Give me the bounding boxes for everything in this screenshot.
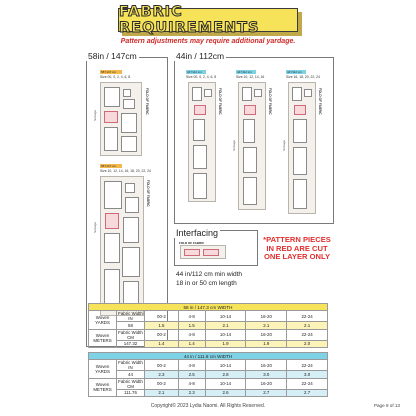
pattern-piece-red xyxy=(244,105,256,115)
pattern-piece xyxy=(304,89,312,97)
interfacing-width: 44 in/112 cm min width xyxy=(176,271,242,278)
pattern-piece xyxy=(254,89,262,97)
size-header: 22-24 xyxy=(287,360,328,371)
pattern-piece xyxy=(125,183,135,193)
width-label: Fabric Width IN xyxy=(118,311,143,322)
size-header: 4-8 xyxy=(178,360,205,371)
width-value: 111.76 xyxy=(117,389,145,396)
pattern-piece xyxy=(121,113,137,133)
pattern-piece xyxy=(104,233,120,263)
title-banner xyxy=(118,4,300,36)
pattern-piece-red xyxy=(203,249,219,256)
title-box xyxy=(118,4,298,36)
fabric-layout xyxy=(188,82,216,202)
pattern-piece xyxy=(193,173,207,199)
pattern-piece xyxy=(292,87,302,101)
size-header: 4-8 xyxy=(178,311,205,322)
size-header: 10-14 xyxy=(205,360,246,371)
pattern-piece xyxy=(123,217,139,243)
pattern-piece xyxy=(293,179,307,209)
size-list: Size 00, 0, 2, 4, 6, 8 xyxy=(100,75,131,79)
size-header: 10-14 xyxy=(205,311,246,322)
size-list: Size 10, 12, 14, 16, 18, 20, 22, 24 xyxy=(100,169,151,173)
row-label: Woven YARDS xyxy=(89,360,117,378)
width-value: 44 xyxy=(117,371,145,378)
table-heading: 44 in / 111.8 cm WIDTH xyxy=(89,353,328,360)
table-cell: 2.7 xyxy=(287,389,328,396)
table-cell: 2.0 xyxy=(287,340,328,347)
fold-label: FOLD OF FABRIC xyxy=(146,180,150,207)
pattern-piece xyxy=(204,89,212,97)
table-cell: 2.1 xyxy=(246,322,287,329)
interfacing-label: Interfacing xyxy=(176,228,219,238)
panel-44in-label: 44in / 112cm xyxy=(176,51,225,61)
yardage-table-58 xyxy=(88,303,328,348)
selvage-label: Selvage xyxy=(232,140,236,151)
pattern-piece xyxy=(293,119,307,143)
row-label: Woven METERS xyxy=(89,329,117,347)
table-cell: 1.5 xyxy=(145,322,179,329)
red-pieces-note: *PATTERN PIECES IN RED ARE CUT ONE LAYER ONLY xyxy=(263,235,331,262)
size-tag: 44"/112 cm xyxy=(186,70,206,74)
row-label: Woven METERS xyxy=(89,378,117,396)
width-label: Fabric Width CM xyxy=(118,329,143,340)
pattern-piece xyxy=(243,119,255,143)
size-header: 00-2 xyxy=(145,311,179,322)
copyright: Copyright© 2023 Lydia Naomi. All Rights Reserved. xyxy=(150,403,266,409)
size-header: 16-20 xyxy=(246,329,287,340)
pattern-piece-red xyxy=(104,111,118,123)
subtitle: Pattern adjustments may require additional yardage. xyxy=(120,38,296,45)
size-tag: 44"/112 cm xyxy=(286,70,306,74)
pattern-piece xyxy=(125,197,139,213)
table-cell: 2.1 xyxy=(205,322,246,329)
page-number: Page 8 of 13 xyxy=(373,403,400,408)
pattern-piece xyxy=(104,87,120,107)
pattern-piece-red xyxy=(184,249,200,256)
size-header: 10-14 xyxy=(205,329,246,340)
page-title: FABRIC REQUIREMENTS xyxy=(119,4,260,36)
selvage-label: Selvage xyxy=(282,140,286,151)
table-cell: 2.8 xyxy=(205,371,246,378)
pattern-piece xyxy=(121,136,137,152)
size-tag: 44"/112 cm xyxy=(236,70,256,74)
size-header: 16-20 xyxy=(246,360,287,371)
size-list: Size 16, 18, 20, 22, 24 xyxy=(286,75,320,79)
interfacing-layout xyxy=(180,245,226,259)
table-heading: 58 in / 147.3 cm WIDTH xyxy=(89,304,328,311)
size-tag: 58"/147 cm xyxy=(100,164,122,168)
table-cell: 3.0 xyxy=(246,371,287,378)
interfacing-length: 18 in or 50 cm length xyxy=(176,280,237,287)
size-header: 4-8 xyxy=(178,378,205,389)
table-cell: 2.5 xyxy=(178,371,205,378)
selvage-label: Selvage xyxy=(93,110,97,121)
width-value: 147.32 xyxy=(117,340,145,347)
size-header: 16-20 xyxy=(246,378,287,389)
size-header: 00-2 xyxy=(145,360,179,371)
yardage-table-44 xyxy=(88,352,328,397)
size-header: 22-24 xyxy=(287,311,328,322)
size-header: 22-24 xyxy=(287,378,328,389)
size-header: 00-2 xyxy=(145,329,179,340)
table-cell: 3.0 xyxy=(287,371,328,378)
pattern-piece xyxy=(243,177,257,205)
table-cell: 2.1 xyxy=(287,322,328,329)
pattern-piece xyxy=(104,181,122,209)
size-header: 00-2 xyxy=(145,378,179,389)
width-label: Fabric Width IN xyxy=(118,360,143,371)
pattern-piece xyxy=(293,147,307,175)
table-cell: 1.4 xyxy=(178,340,205,347)
table-cell: 1.9 xyxy=(246,340,287,347)
pattern-piece xyxy=(123,99,135,109)
size-header: 4-8 xyxy=(178,329,205,340)
size-tag: 58"/147 cm xyxy=(100,70,122,74)
size-header: 22-24 xyxy=(287,329,328,340)
fold-label: FOLD OF FABRIC xyxy=(145,88,149,115)
fabric-layout xyxy=(238,82,266,210)
fabric-layout xyxy=(288,82,316,214)
pattern-piece xyxy=(104,127,118,151)
pattern-piece xyxy=(242,87,252,101)
pattern-piece-red xyxy=(294,105,306,115)
size-list: Size 10, 12, 14, 16 xyxy=(236,75,265,79)
table-cell: 2.3 xyxy=(178,389,205,396)
fabric-layout xyxy=(100,82,142,156)
table-cell: 2.6 xyxy=(205,389,246,396)
width-value: 58 xyxy=(117,322,145,329)
pattern-piece-red xyxy=(105,213,119,229)
fabric-layout xyxy=(100,176,144,316)
row-label: Woven YARDS xyxy=(89,311,117,329)
fold-label: FOLD OF FABRIC xyxy=(268,88,272,115)
width-label: Fabric Width CM xyxy=(118,378,143,389)
table-cell: 2.1 xyxy=(145,389,179,396)
fold-label: FOLD OF FABRIC xyxy=(218,88,222,115)
size-header: 10-14 xyxy=(205,378,246,389)
table-cell: 1.5 xyxy=(178,322,205,329)
table-cell: 1.9 xyxy=(205,340,246,347)
size-header: 16-20 xyxy=(246,311,287,322)
pattern-piece xyxy=(193,145,207,169)
fold-label: FOLD OF FABRIC xyxy=(179,241,205,245)
pattern-piece-red xyxy=(194,105,206,115)
pattern-piece xyxy=(192,87,202,101)
size-list: Size 00, 0, 2, 4, 6, 8 xyxy=(186,75,217,79)
pattern-piece xyxy=(193,119,205,141)
table-cell: 2.3 xyxy=(145,371,179,378)
fold-label: FOLD OF FABRIC xyxy=(318,88,322,115)
table-cell: 2.7 xyxy=(246,389,287,396)
pattern-piece xyxy=(123,89,131,97)
pattern-piece xyxy=(122,247,140,277)
selvage-label: Selvage xyxy=(93,222,97,233)
pattern-piece xyxy=(243,147,257,173)
table-cell: 1.4 xyxy=(145,340,179,347)
panel-58in-label: 58in / 147cm xyxy=(88,51,137,61)
